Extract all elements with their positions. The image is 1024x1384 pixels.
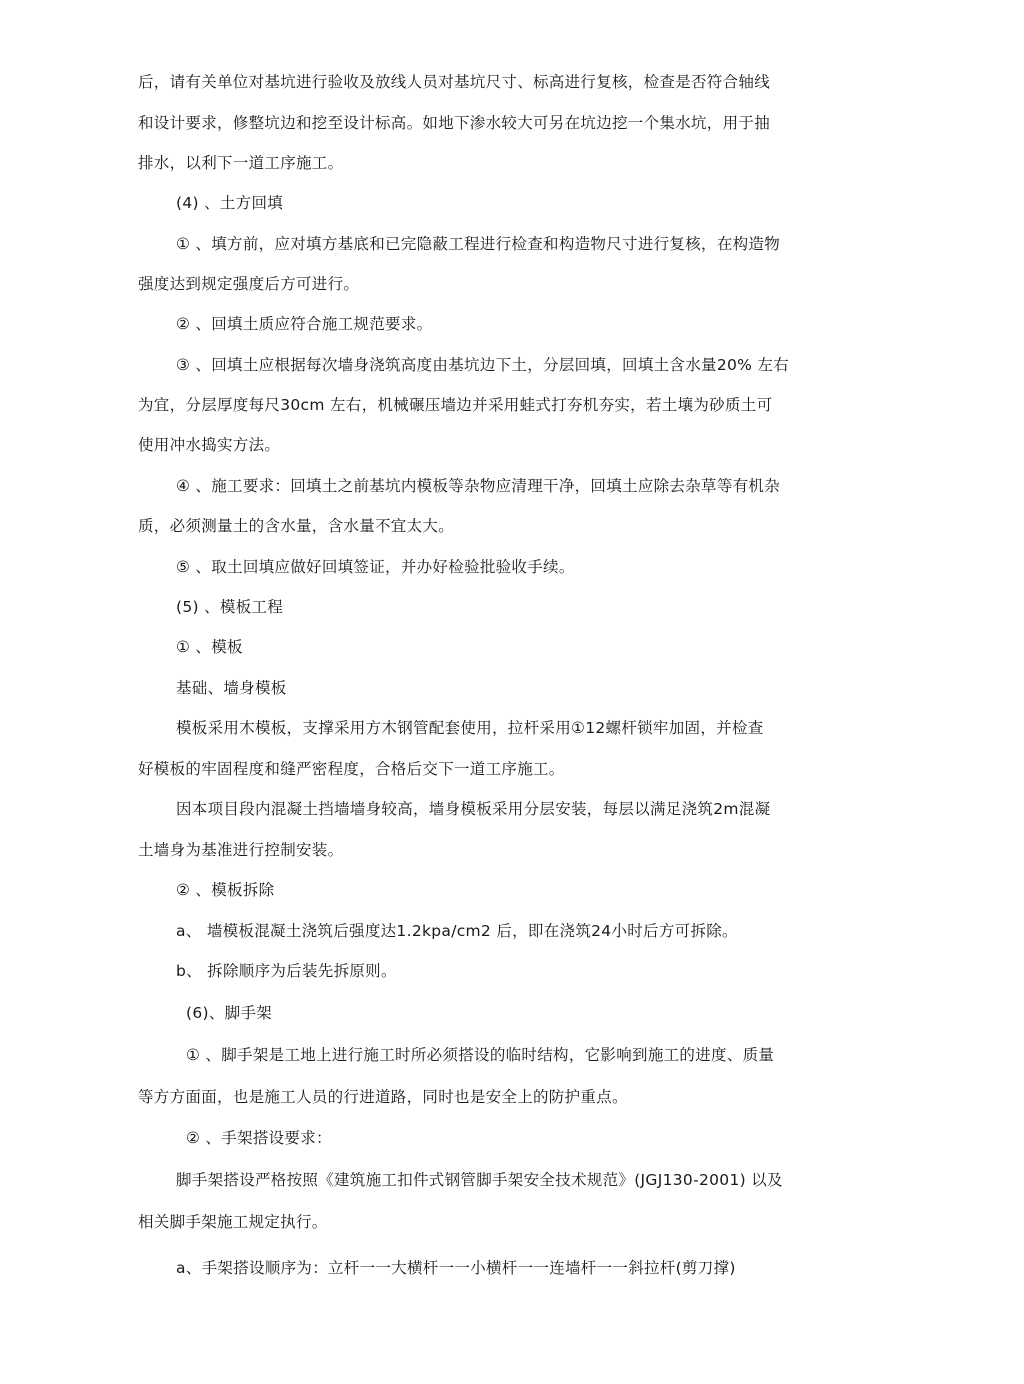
text-line: a、手架搭设顺序为：立杆一一大横杆一一小横杆一一连墙杆一一斜拉杆(剪刀撑) [176,1259,736,1277]
section-heading: (5) 、模板工程 [176,598,284,616]
section-heading: (6)、脚手架 [186,1004,273,1022]
text-line: 脚手架搭设严格按照《建筑施工扣件式钢管脚手架安全技术规范》(JGJ130-2001) 以及 [176,1171,783,1189]
text-line: 为宜，分层厚度每尺30cm 左右，机械碾压墙边并采用蛙式打夯机夯实，若土壤为砂质土可 [138,396,773,414]
text-line: 好模板的牢固程度和缝严密程度，合格后交下一道工序施工。 [138,760,565,778]
text-line: ① 、脚手架是工地上进行施工时所必须搭设的临时结构，它影响到施工的进度、质量 [186,1046,775,1064]
text-line: ④ 、施工要求：回填土之前基坑内模板等杂物应清理干净，回填土应除去杂草等有机杂 [176,477,781,495]
text-line: ② 、回填土质应符合施工规范要求。 [176,315,433,333]
text-line: ⑤ 、取土回填应做好回填签证，并办好检验批验收手续。 [176,558,575,576]
text-line: 质，必须测量土的含水量，含水量不宜太大。 [138,517,455,535]
text-line: 相关脚手架施工规定执行。 [138,1213,328,1231]
text-line: ② 、手架搭设要求： [186,1129,332,1147]
text-line: ② 、模板拆除 [176,881,275,899]
text-line: ① 、填方前，应对填方基底和已完隐蔽工程进行检查和构造物尺寸进行复核，在构造物 [176,235,781,253]
text-line: 土墙身为基准进行控制安装。 [138,841,344,859]
text-line: a、 墙模板混凝土浇筑后强度达1.2kpa/cm2 后，即在浇筑24小时后方可拆除。 [176,922,738,940]
text-line: 使用冲水捣实方法。 [138,436,281,454]
text-line: 等方方面面，也是施工人员的行进道路，同时也是安全上的防护重点。 [138,1088,628,1106]
text-line: 模板采用木模板，支撑采用方木钢管配套使用，拉杆采用①12螺杆锁牢加固，并检查 [176,719,764,737]
text-line: 和设计要求，修整坑边和挖至设计标高。如地下渗水较大可另在坑边挖一个集水坑，用于抽 [138,114,771,132]
text-line: ③ 、回填土应根据每次墙身浇筑高度由基坑边下土，分层回填，回填土含水量20% 左右 [176,356,790,374]
text-line: ① 、模板 [176,638,243,656]
text-line: 后，请有关单位对基坑进行验收及放线人员对基坑尺寸、标高进行复核，检查是否符合轴线 [138,73,771,91]
section-heading: (4) 、土方回填 [176,194,284,212]
text-line: 排水，以利下一道工序施工。 [138,154,344,172]
text-line: b、 拆除顺序为后装先拆原则。 [176,962,397,980]
text-line: 因本项目段内混凝土挡墙墙身较高，墙身模板采用分层安装，每层以满足浇筑2m混凝 [176,800,771,818]
text-line: 基础、墙身模板 [176,679,287,697]
text-line: 强度达到规定强度后方可进行。 [138,275,360,293]
